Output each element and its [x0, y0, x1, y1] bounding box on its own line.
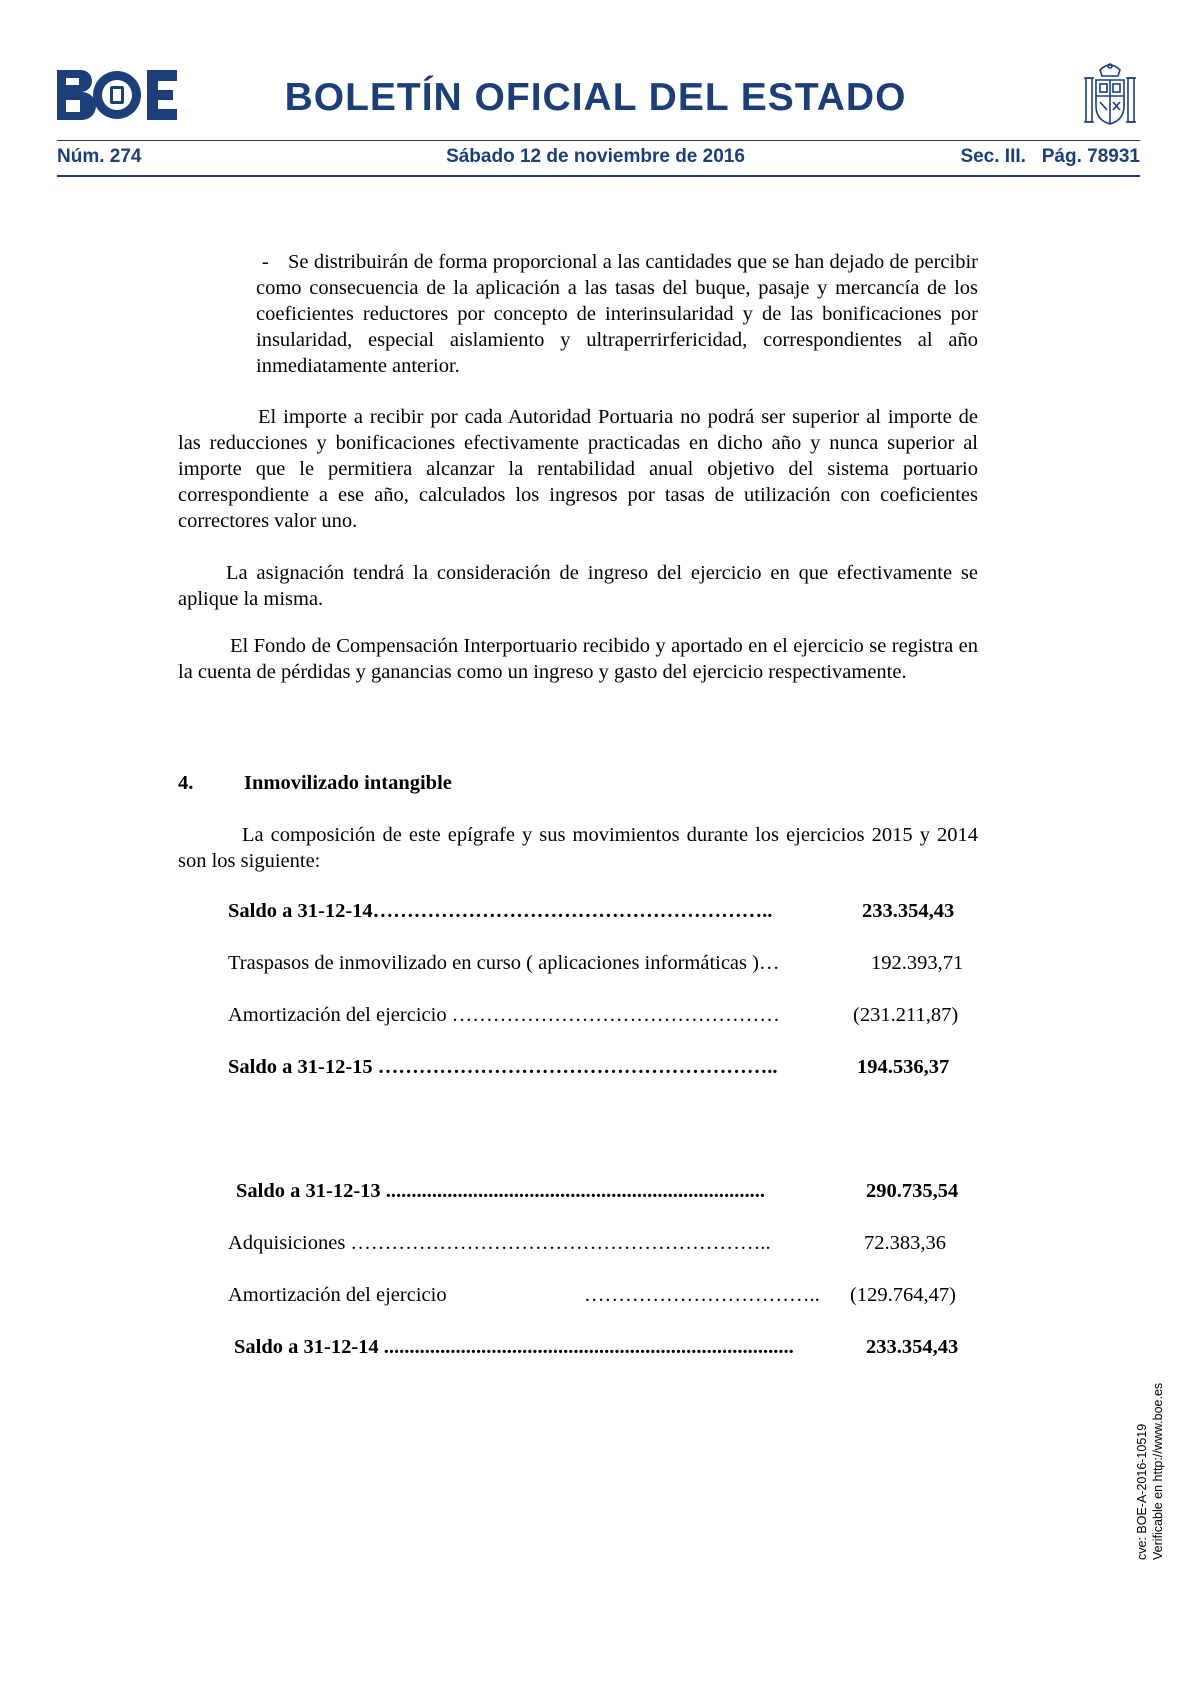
row-amount: 72.383,36	[864, 1232, 946, 1254]
row-amount: 194.536,37	[857, 1056, 950, 1078]
row-amount: 192.393,71	[871, 952, 964, 974]
coat-of-arms-icon	[1078, 60, 1142, 130]
row-label: Traspasos de inmovilizado en curso ( aplicaciones informáticas )…	[228, 952, 780, 974]
bullet-item	[256, 249, 978, 379]
row-label: Amortización del ejercicio	[228, 1284, 447, 1306]
paragraph-3: El Fondo de Compensación Interportuario recibido y aportado en el ejercicio se registra en la cuenta de pérdidas y ganancias como un ingreso y gasto del ejercicio respectivamente.	[178, 635, 978, 683]
row-label: Saldo a 31-12-14 ................................................................................	[234, 1336, 794, 1358]
issue-date: Sábado 12 de noviembre de 2016	[446, 146, 745, 167]
bullet-text: Se distribuirán de forma proporcional a las cantidades que se han dejado de percibir como consecuencia de la aplicación a las tasas del buque, pasaje y mercancía de los coeficientes reductores por concepto de interinsularidad y de las bonificaciones por insularidad, especial aislamiento y ultraperrirfericidad, correspondientes al año inmediatamente anterior.	[256, 251, 978, 377]
paragraph-2: La asignación tendrá la consideración de ingreso del ejercicio en que efectivamente se aplique la misma.	[178, 562, 978, 610]
row-amount: (129.764,47)	[850, 1284, 956, 1306]
cve-code: cve: BOE-A-2016-10519	[1135, 1423, 1149, 1560]
publication-title: BOLETÍN OFICIAL DEL ESTADO	[284, 76, 907, 119]
row-label: Saldo a 31-12-14…………………………………………………..	[228, 900, 773, 922]
issue-number: Núm. 274	[57, 146, 142, 167]
row-amount: (231.211,87)	[853, 1004, 959, 1026]
verification-url: Verificable en http://www.boe.es	[1151, 1382, 1165, 1560]
row-dots: ……………………………..	[584, 1284, 820, 1306]
row-amount: 233.354,43	[862, 900, 955, 922]
row-amount: 290.735,54	[866, 1180, 959, 1202]
verification-note	[1134, 1300, 1166, 1560]
section-title: Inmovilizado intangible	[244, 772, 452, 794]
bullet-dash: -	[262, 251, 269, 273]
row-amount: 233.354,43	[866, 1336, 959, 1358]
section-intro: La composición de este epígrafe y sus movimientos durante los ejercicios 2015 y 2014 son los siguiente:	[178, 824, 978, 872]
row-label: Amortización del ejercicio …………………………………………	[228, 1004, 780, 1026]
header-rule	[57, 140, 1140, 141]
section-page: Sec. III. Pág. 78931	[960, 146, 1140, 167]
row-label: Saldo a 31-12-15 …………………………………………………..	[228, 1056, 778, 1078]
paragraph-1: El importe a recibir por cada Autoridad Portuaria no podrá ser superior al importe de las reducciones y bonificaciones efectivamente practicadas en dicho año y nunca superior al importe que le permitiera alcanzar la rentabilidad anual objetivo del sistema portuario correspondiente a ese año, calculados los ingresos por tasas de utilización con coeficientes correctores valor uno.	[178, 406, 978, 532]
section-number: 4.	[178, 772, 194, 794]
header-rule-bottom	[57, 175, 1140, 177]
row-label: Saldo a 31-12-13 ..........................................................................	[236, 1180, 766, 1202]
row-label: Adquisiciones ……………………………………………………..	[228, 1232, 771, 1254]
